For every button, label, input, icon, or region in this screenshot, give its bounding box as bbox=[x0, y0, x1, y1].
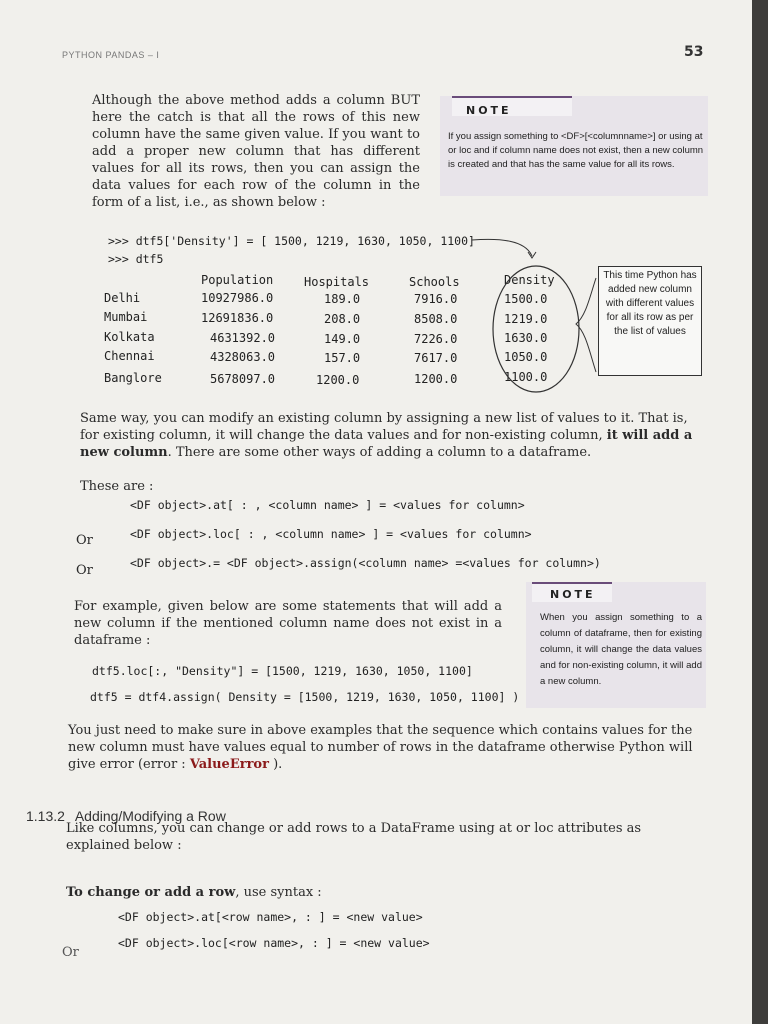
intro-paragraph: Although the above method adds a column BUT here the catch is that all the rows of this new column have the same given value. If you want to add a proper new column that has different values for all its rows, then you can assign the data values for each row of the column in the form of a list, i.e., as shown below : bbox=[92, 93, 420, 210]
running-header: PYTHON PANDAS – I bbox=[62, 50, 160, 60]
code-line: dtf5 = dtf4.assign( Density = [1500, 1219, 1630, 1050, 1100] ) bbox=[90, 690, 520, 704]
note-text: When you assign something to a column of dataframe, then for existing column, it will change the data values and for non-existing column, it will add a new column. bbox=[540, 612, 702, 687]
note-title: NOTE bbox=[550, 588, 596, 601]
table-cell: 1500.0 bbox=[504, 292, 548, 306]
table-cell: 149.0 bbox=[324, 332, 361, 346]
paragraph-text: ). bbox=[273, 757, 283, 772]
paragraph-text: Same way, you can modify an existing column by assigning a new list of values to it. That is, for existing column, it will change the data values and for non-existing column, bbox=[80, 411, 688, 443]
syntax-line: <DF object>.loc[ : , <column name> ] = <values for column> bbox=[130, 527, 532, 541]
page-number: 53 bbox=[684, 44, 704, 60]
table-cell: 12691836.0 bbox=[201, 311, 274, 325]
column-header: Hospitals bbox=[304, 275, 370, 289]
note-box-1 bbox=[440, 96, 708, 196]
column-header: Schools bbox=[409, 275, 460, 289]
table-cell: 1200.0 bbox=[316, 373, 360, 387]
valueerror-paragraph bbox=[68, 722, 704, 773]
table-cell: 1100.0 bbox=[504, 370, 548, 384]
code-line: >>> dtf5 bbox=[108, 252, 164, 266]
note-text: If you assign something to <DF>[<columnname>] or using at or loc and if column name does not exist, then a new column is created and that has the same value for all its rows. bbox=[448, 131, 704, 170]
code-line: dtf5.loc[:, "Density"] = [1500, 1219, 1630, 1050, 1100] bbox=[92, 664, 473, 678]
table-cell: 1200.0 bbox=[414, 372, 458, 386]
paragraph-text: You just need to make sure in above examples that the sequence which contains values for the new column must have values equal to number of rows in the dataframe otherwise Python will give error (error : bbox=[68, 723, 693, 772]
table-cell: 1219.0 bbox=[504, 312, 548, 326]
table-cell: 157.0 bbox=[324, 351, 361, 365]
table-cell: 8508.0 bbox=[414, 312, 458, 326]
rows-paragraph: Like columns, you can change or add rows to a DataFrame using at or loc attributes as explained below : bbox=[66, 821, 642, 853]
table-cell: 208.0 bbox=[324, 312, 361, 326]
section-number: 1.13.2 bbox=[26, 808, 65, 824]
note-box-2 bbox=[526, 582, 706, 708]
note-title: NOTE bbox=[466, 104, 512, 117]
table-cell: 7916.0 bbox=[414, 292, 458, 306]
row-index: Mumbai bbox=[104, 310, 148, 324]
table-cell: 1630.0 bbox=[504, 331, 548, 345]
column-header: Density bbox=[504, 273, 555, 287]
table-cell: 7226.0 bbox=[414, 332, 458, 346]
density-highlight-ellipse bbox=[488, 262, 584, 396]
code-line: >>> dtf5['Density'] = [ 1500, 1219, 1630, 1050, 1100] bbox=[108, 234, 475, 248]
row-index: Chennai bbox=[104, 349, 155, 363]
paragraph-text: . There are some other ways of adding a column to a dataframe. bbox=[167, 445, 592, 460]
or-label: Or bbox=[62, 945, 79, 960]
bold-text: it will add a new column bbox=[80, 428, 693, 460]
table-cell: 10927986.0 bbox=[201, 291, 274, 305]
table-cell: 4631392.0 bbox=[210, 331, 276, 345]
row-syntax-heading bbox=[66, 884, 322, 901]
row-index: Banglore bbox=[104, 371, 162, 385]
syntax-line: <DF object>.at[ : , <column name> ] = <values for column> bbox=[130, 498, 525, 512]
example-paragraph: For example, given below are some statements that will add a new column if the mentioned column name does not exist in a dataframe : bbox=[74, 599, 502, 648]
syntax-line: <DF object>.= <DF object>.assign(<column name> =<values for column>) bbox=[130, 556, 601, 570]
column-header: Population bbox=[201, 273, 274, 287]
arrow-icon bbox=[470, 234, 550, 264]
table-cell: 5678097.0 bbox=[210, 372, 276, 386]
paragraph-modify-column bbox=[80, 410, 706, 461]
or-label: Or bbox=[76, 533, 93, 548]
syntax-line: <DF object>.at[<row name>, : ] = <new value> bbox=[118, 910, 423, 924]
error-name: ValueError bbox=[189, 757, 269, 772]
callout-box: This time Python has added new column with different values for all its row as per the list of values bbox=[598, 266, 702, 376]
or-label: Or bbox=[76, 563, 93, 578]
table-cell: 1050.0 bbox=[504, 350, 548, 364]
row-index: Delhi bbox=[104, 291, 141, 305]
these-are-label: These are : bbox=[80, 479, 154, 494]
section-title: Adding/Modifying a Row bbox=[74, 808, 226, 824]
bold-text: To change or add a row bbox=[66, 885, 236, 900]
table-cell: 7617.0 bbox=[414, 351, 458, 365]
table-cell: 4328063.0 bbox=[210, 350, 276, 364]
row-index: Kolkata bbox=[104, 330, 155, 344]
syntax-line: <DF object>.loc[<row name>, : ] = <new value> bbox=[118, 936, 430, 950]
table-cell: 189.0 bbox=[324, 292, 361, 306]
paragraph-text: , use syntax : bbox=[235, 885, 322, 900]
